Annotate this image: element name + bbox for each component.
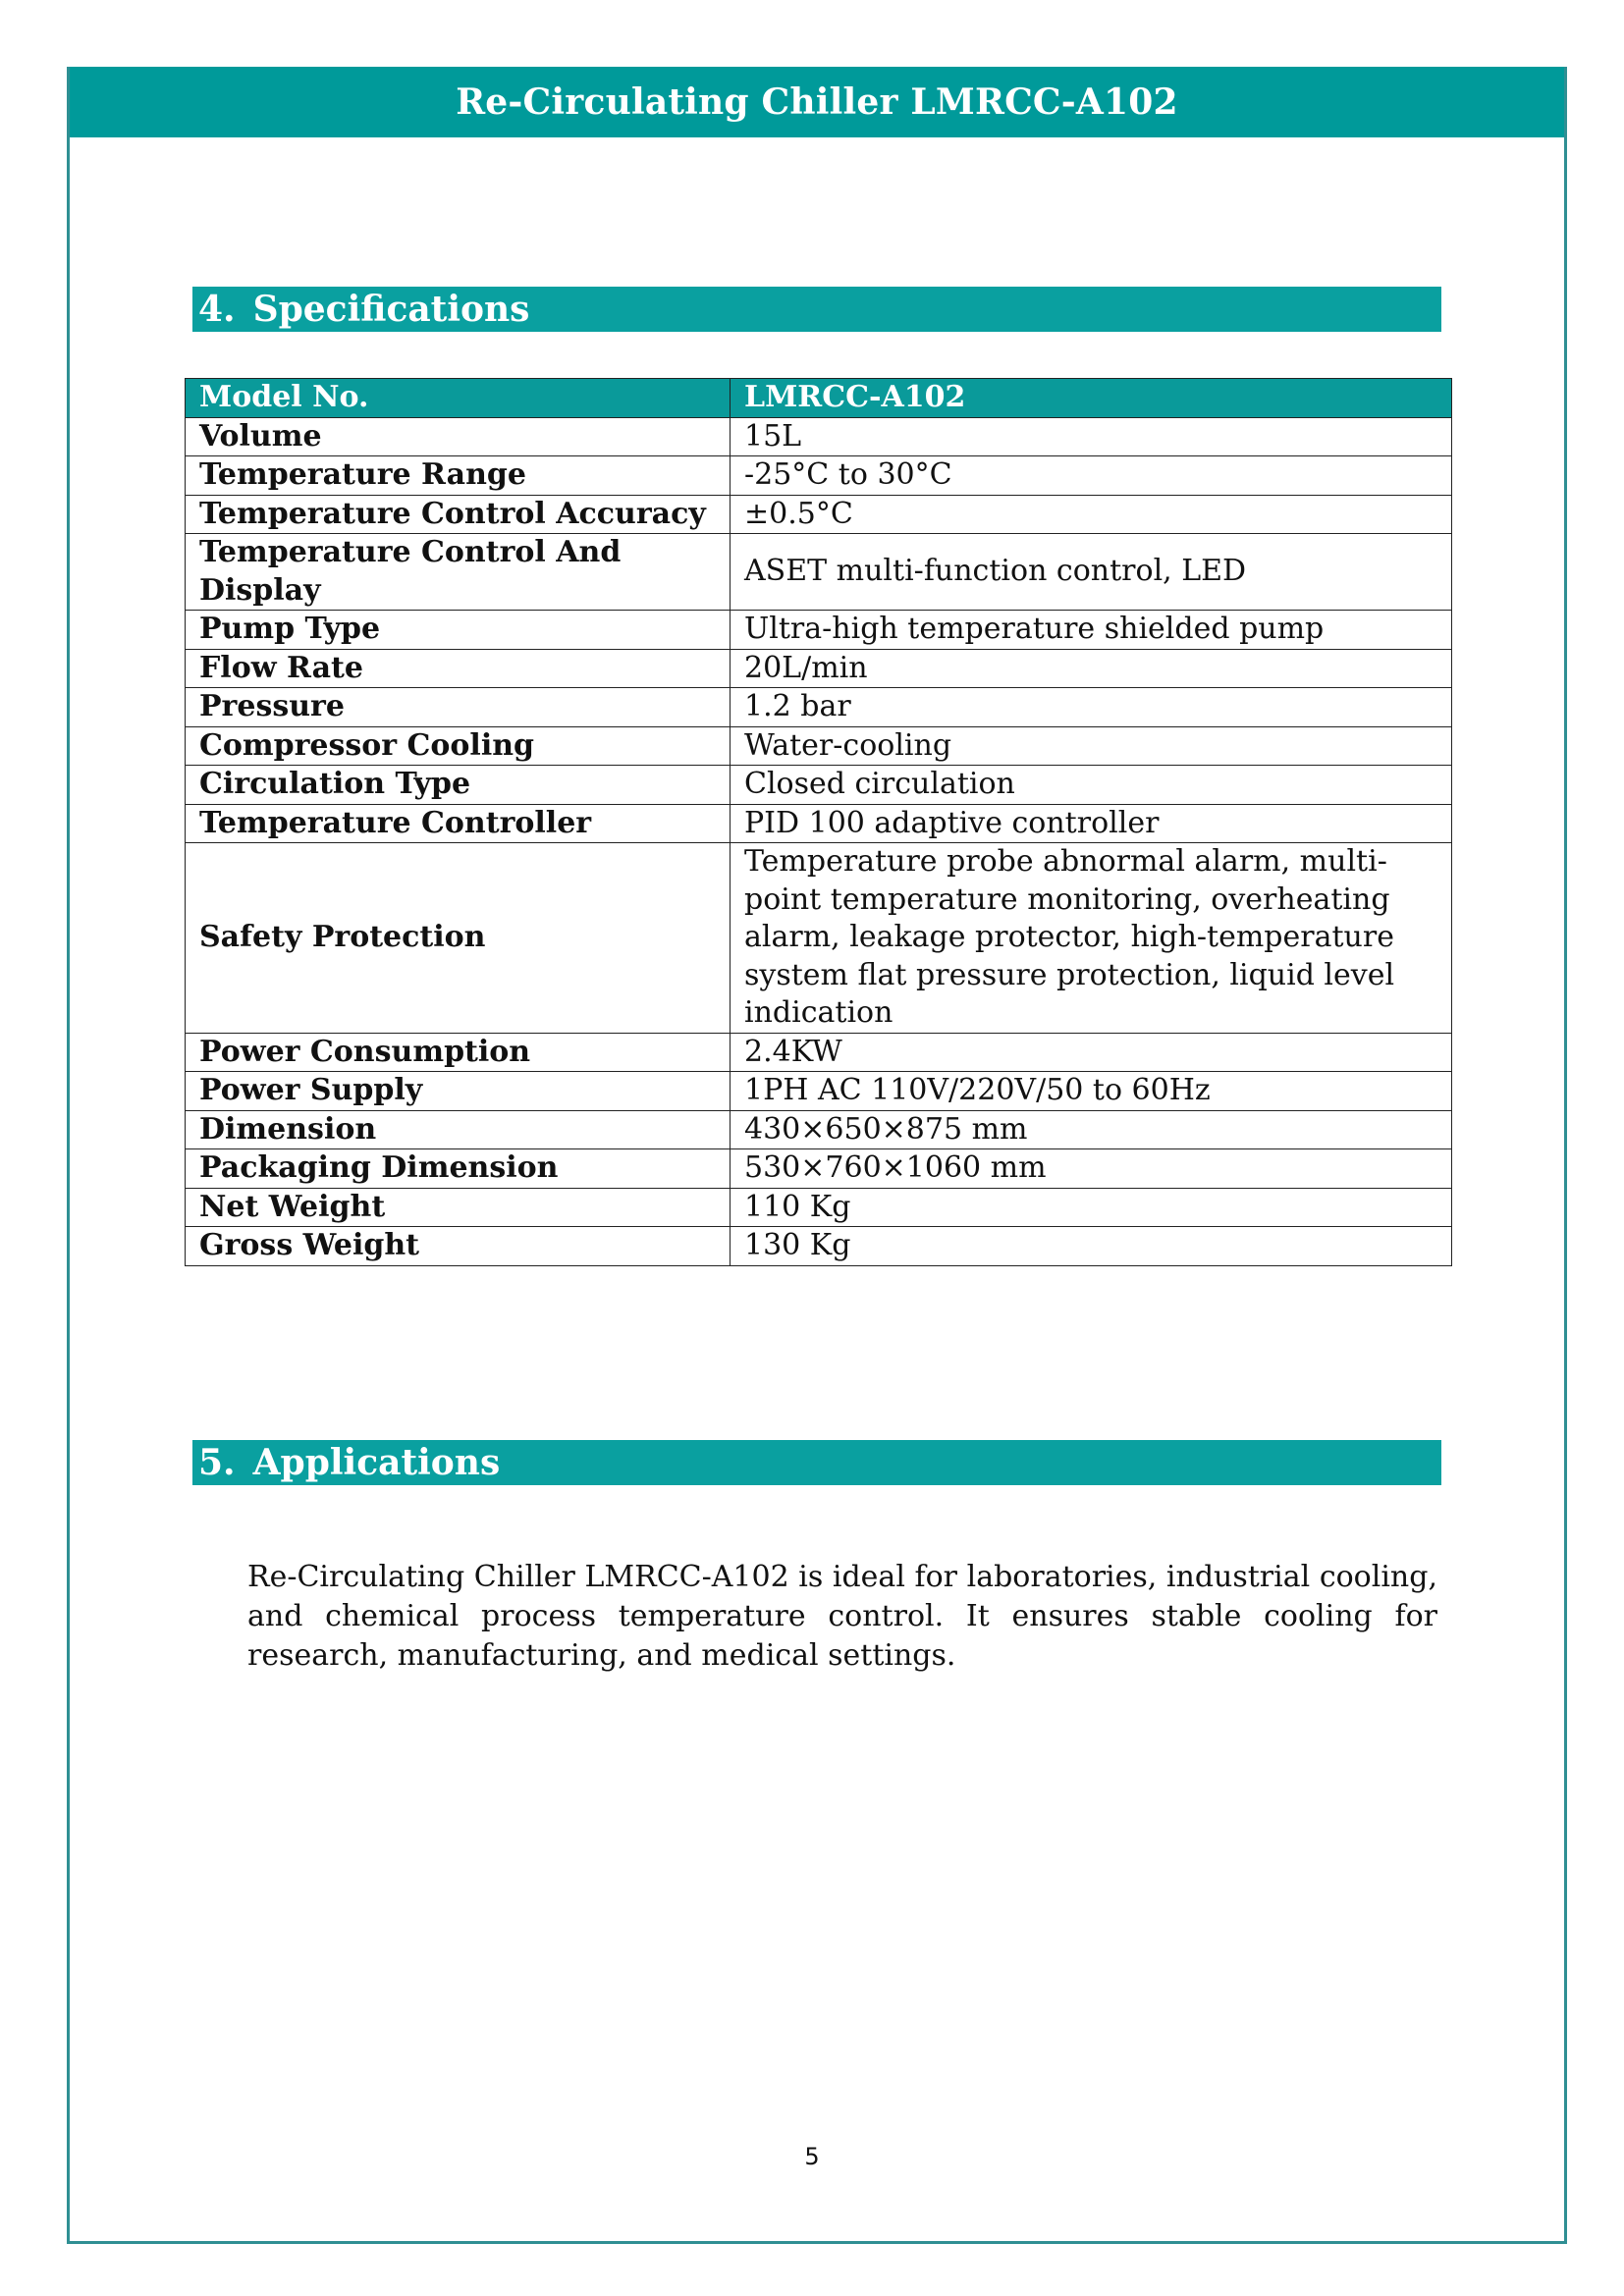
table-row bbox=[186, 804, 1452, 843]
table-row bbox=[186, 534, 1452, 611]
spec-value: 430×650×875 mm bbox=[731, 1110, 1452, 1149]
spec-value: Closed circulation bbox=[731, 766, 1452, 805]
table-row bbox=[186, 1227, 1452, 1266]
spec-value: -25°C to 30°C bbox=[731, 456, 1452, 496]
table-row bbox=[186, 417, 1452, 456]
spec-key: Dimension bbox=[186, 1110, 731, 1149]
spec-value: 2.4KW bbox=[731, 1033, 1452, 1072]
spec-key: Compressor Cooling bbox=[186, 726, 731, 766]
spec-value: 130 Kg bbox=[731, 1227, 1452, 1266]
section-number: 4. bbox=[198, 289, 236, 330]
spec-value: Water-cooling bbox=[731, 726, 1452, 766]
table-row bbox=[186, 726, 1452, 766]
spec-value: 530×760×1060 mm bbox=[731, 1149, 1452, 1189]
spec-key: Power Consumption bbox=[186, 1033, 731, 1072]
spec-value: 1PH AC 110V/220V/50 to 60Hz bbox=[731, 1072, 1452, 1111]
table-row bbox=[186, 766, 1452, 805]
spec-key: Pump Type bbox=[186, 611, 731, 650]
table-row bbox=[186, 843, 1452, 1034]
spec-value: Temperature probe abnormal alarm, multi-point temperature monitoring, overheating alarm, leakage protector, high-temperature system flat pressure protection, liquid level indication bbox=[731, 843, 1452, 1034]
spec-value: PID 100 adaptive controller bbox=[731, 804, 1452, 843]
table-row bbox=[186, 1149, 1452, 1189]
spec-key: Pressure bbox=[186, 688, 731, 727]
spec-key: Temperature Controller bbox=[186, 804, 731, 843]
section-number: 5. bbox=[198, 1442, 236, 1483]
section-title: Specifications bbox=[252, 289, 530, 330]
spec-key: Circulation Type bbox=[186, 766, 731, 805]
spec-key: Gross Weight bbox=[186, 1227, 731, 1266]
spec-value: 110 Kg bbox=[731, 1188, 1452, 1227]
spec-value: ±0.5°C bbox=[731, 495, 1452, 534]
table-row bbox=[186, 495, 1452, 534]
document-title: Re-Circulating Chiller LMRCC-A102 bbox=[456, 81, 1178, 123]
table-header-row bbox=[186, 379, 1452, 418]
document-header bbox=[70, 67, 1564, 137]
table-row bbox=[186, 649, 1452, 688]
table-header-value: LMRCC-A102 bbox=[731, 379, 1452, 418]
table-header-key: Model No. bbox=[186, 379, 731, 418]
spec-key: Power Supply bbox=[186, 1072, 731, 1111]
table-row bbox=[186, 456, 1452, 496]
table-row bbox=[186, 611, 1452, 650]
spec-key: Safety Protection bbox=[186, 843, 731, 1034]
specifications-heading bbox=[192, 287, 1441, 332]
spec-key: Net Weight bbox=[186, 1188, 731, 1227]
page-number: 5 bbox=[804, 2143, 820, 2170]
spec-key: Volume bbox=[186, 417, 731, 456]
table-row bbox=[186, 1110, 1452, 1149]
specifications-table bbox=[185, 378, 1452, 1266]
table-row bbox=[186, 1072, 1452, 1111]
applications-paragraph: Re-Circulating Chiller LMRCC-A102 is ideal for laboratories, industrial cooling, and chemical process temperature control. It ensures stable cooling for research, manufacturing, and medical settings. bbox=[247, 1560, 1437, 1673]
spec-key: Temperature Control And Display bbox=[186, 534, 731, 611]
spec-value: 20L/min bbox=[731, 649, 1452, 688]
spec-value: ASET multi-function control, LED bbox=[731, 534, 1452, 611]
spec-key: Packaging Dimension bbox=[186, 1149, 731, 1189]
applications-heading bbox=[192, 1440, 1441, 1485]
table-row bbox=[186, 1033, 1452, 1072]
spec-key: Temperature Range bbox=[186, 456, 731, 496]
table-row bbox=[186, 688, 1452, 727]
spec-key: Temperature Control Accuracy bbox=[186, 495, 731, 534]
spec-value: Ultra-high temperature shielded pump bbox=[731, 611, 1452, 650]
spec-key: Flow Rate bbox=[186, 649, 731, 688]
spec-value: 15L bbox=[731, 417, 1452, 456]
section-title: Applications bbox=[252, 1442, 501, 1483]
spec-value: 1.2 bar bbox=[731, 688, 1452, 727]
table-row bbox=[186, 1188, 1452, 1227]
